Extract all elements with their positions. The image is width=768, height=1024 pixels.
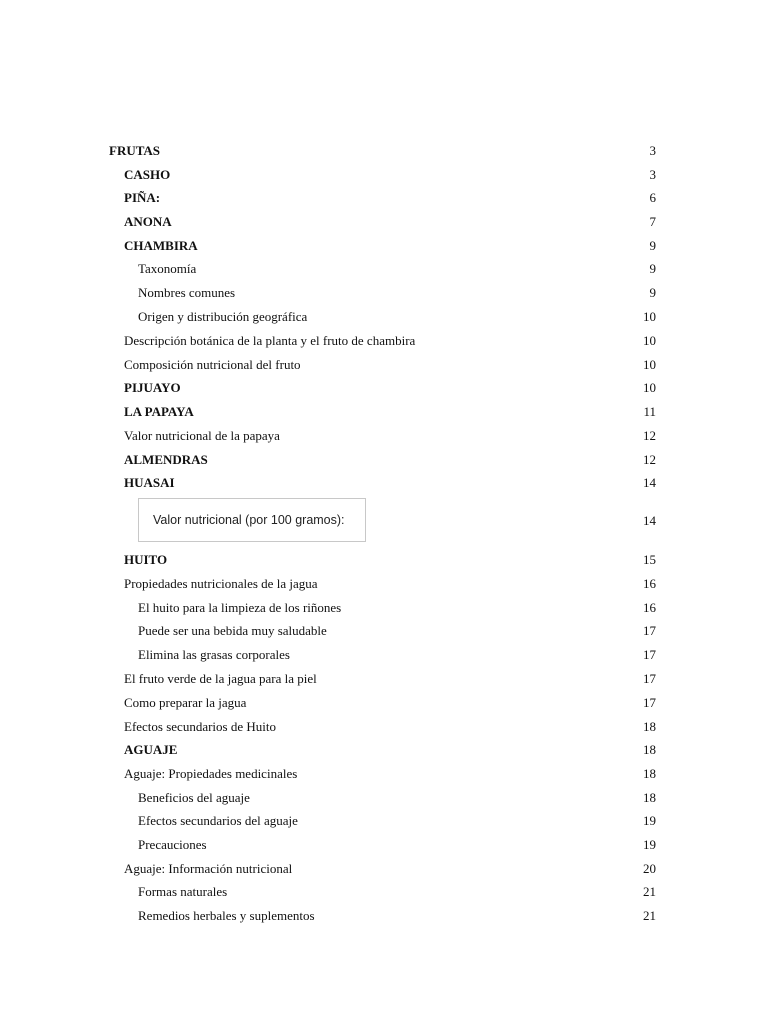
toc-entry-title: Aguaje: Propiedades medicinales — [124, 766, 298, 781]
toc-page-number: 20 — [643, 861, 656, 876]
toc-entry-aguaje-informacion[interactable] — [124, 860, 656, 878]
toc-page-number: 18 — [643, 742, 656, 757]
toc-entry-title: PIÑA: — [124, 190, 161, 205]
toc-page-number: 10 — [643, 380, 656, 395]
toc-entry-chambira[interactable] — [124, 237, 656, 255]
toc-page-number: 17 — [643, 695, 656, 710]
toc-entry-title: El huito para la limpieza de los riñones — [138, 600, 342, 615]
toc-entry-aguaje-propiedades[interactable] — [124, 765, 656, 783]
toc-entry-nombres-comunes[interactable] — [138, 284, 656, 302]
toc-entry-title: Nombres comunes — [138, 285, 236, 300]
toc-entry-title: Origen y distribución geográfica — [138, 309, 308, 324]
toc-entry-title: CASHO — [124, 167, 171, 182]
toc-entry-bebida-saludable[interactable] — [138, 622, 656, 640]
toc-entry-title: Puede ser una bebida muy saludable — [138, 623, 327, 638]
toc-entry-pijuayo[interactable] — [124, 379, 656, 397]
toc-entry-origen[interactable] — [138, 308, 656, 326]
toc-entry-descripcion-botanica[interactable] — [124, 332, 656, 350]
toc-entry-title: Valor nutricional de la papaya — [124, 428, 280, 443]
toc-page-number: 14 — [643, 475, 656, 490]
toc-entry-remedios-herbales[interactable] — [138, 907, 656, 925]
toc-entry-formas-naturales[interactable] — [138, 883, 656, 901]
toc-entry-la-papaya[interactable] — [124, 403, 656, 421]
toc-entry-pina[interactable] — [124, 189, 656, 207]
toc-page-number: 21 — [643, 884, 656, 899]
toc-page-number: 18 — [643, 766, 656, 781]
toc-entry-title: Descripción botánica de la planta y el fruto de chambira — [124, 333, 416, 348]
toc-page-number: 12 — [643, 452, 656, 467]
toc-page-number: 10 — [643, 333, 656, 348]
toc-page-number: 3 — [649, 167, 656, 182]
toc-entry-fruto-verde-piel[interactable] — [124, 670, 656, 688]
callout-text: Valor nutricional (por 100 gramos): — [153, 513, 345, 527]
toc-page-number: 15 — [643, 552, 656, 567]
toc-entry-title: FRUTAS — [109, 143, 161, 158]
toc-entry-casho[interactable] — [124, 166, 656, 184]
toc-entry-title: Composición nutricional del fruto — [124, 357, 301, 372]
toc-entry-title: HUASAI — [124, 475, 175, 490]
toc-page-number: 9 — [649, 261, 656, 276]
toc-entry-huito-rinones[interactable] — [138, 599, 656, 617]
toc-entry-frutas[interactable] — [109, 142, 656, 160]
toc-page-number: 21 — [643, 908, 656, 923]
toc-page-number: 3 — [649, 143, 656, 158]
toc-page-number: 11 — [643, 404, 656, 419]
callout-text-box — [138, 498, 366, 542]
toc-entry-beneficios-aguaje[interactable] — [138, 789, 656, 807]
toc-page-number: 6 — [649, 190, 656, 205]
toc-entry-title: Taxonomía — [138, 261, 197, 276]
toc-entry-title: El fruto verde de la jagua para la piel — [124, 671, 317, 686]
toc-page-number: 17 — [643, 623, 656, 638]
toc-entry-title: Efectos secundarios de Huito — [124, 719, 276, 734]
toc-page-number: 16 — [643, 600, 656, 615]
toc-page-number: 17 — [643, 647, 656, 662]
toc-entry-title: AGUAJE — [124, 742, 178, 757]
toc-page-number: 17 — [643, 671, 656, 686]
toc-entry-como-preparar[interactable] — [124, 694, 656, 712]
toc-entry-title: Efectos secundarios del aguaje — [138, 813, 298, 828]
toc-entry-title: CHAMBIRA — [124, 238, 198, 253]
toc-entry-title: Aguaje: Información nutricional — [124, 861, 293, 876]
toc-entry-title: Elimina las grasas corporales — [138, 647, 290, 662]
toc-page-number: 14 — [643, 513, 656, 528]
toc-entry-title: Propiedades nutricionales de la jagua — [124, 576, 318, 591]
toc-entry-title: Formas naturales — [138, 884, 228, 899]
toc-entry-title: LA PAPAYA — [124, 404, 194, 419]
toc-entry-huasai[interactable] — [124, 474, 656, 492]
toc-page-number: 12 — [643, 428, 656, 443]
toc-entry-composicion-nutricional[interactable] — [124, 356, 656, 374]
toc-entry-precauciones[interactable] — [138, 836, 656, 854]
toc-entry-title: Precauciones — [138, 837, 207, 852]
toc-page-number: 9 — [649, 238, 656, 253]
toc-entry-huito[interactable] — [124, 551, 656, 569]
toc-page-number: 9 — [649, 285, 656, 300]
toc-page-number: 19 — [643, 837, 656, 852]
toc-entry-taxonomia[interactable] — [138, 260, 656, 278]
toc-entry-title: Beneficios del aguaje — [138, 790, 250, 805]
toc-entry-title: ALMENDRAS — [124, 452, 208, 467]
toc-page-number: 10 — [643, 357, 656, 372]
toc-entry-title: Remedios herbales y suplementos — [138, 908, 315, 923]
toc-page-number: 16 — [643, 576, 656, 591]
toc-page-number: 18 — [643, 790, 656, 805]
toc-entry-title: HUITO — [124, 552, 168, 567]
toc-entry-title: PIJUAYO — [124, 380, 181, 395]
toc-page-number: 7 — [649, 214, 656, 229]
toc-entry-aguaje[interactable] — [124, 741, 656, 759]
toc-entry-efectos-huito[interactable] — [124, 718, 656, 736]
toc-entry-title: ANONA — [124, 214, 172, 229]
toc-entry-valor-nutricional-papaya[interactable] — [124, 427, 656, 445]
toc-page-number: 19 — [643, 813, 656, 828]
toc-entry-anona[interactable] — [124, 213, 656, 231]
toc-page-number: 10 — [643, 309, 656, 324]
toc-entry-almendras[interactable] — [124, 451, 656, 469]
toc-page-number: 18 — [643, 719, 656, 734]
toc-entry-propiedades-jagua[interactable] — [124, 575, 656, 593]
toc-entry-elimina-grasas[interactable] — [138, 646, 656, 664]
toc-entry-efectos-aguaje[interactable] — [138, 812, 656, 830]
toc-entry-title: Como preparar la jagua — [124, 695, 247, 710]
